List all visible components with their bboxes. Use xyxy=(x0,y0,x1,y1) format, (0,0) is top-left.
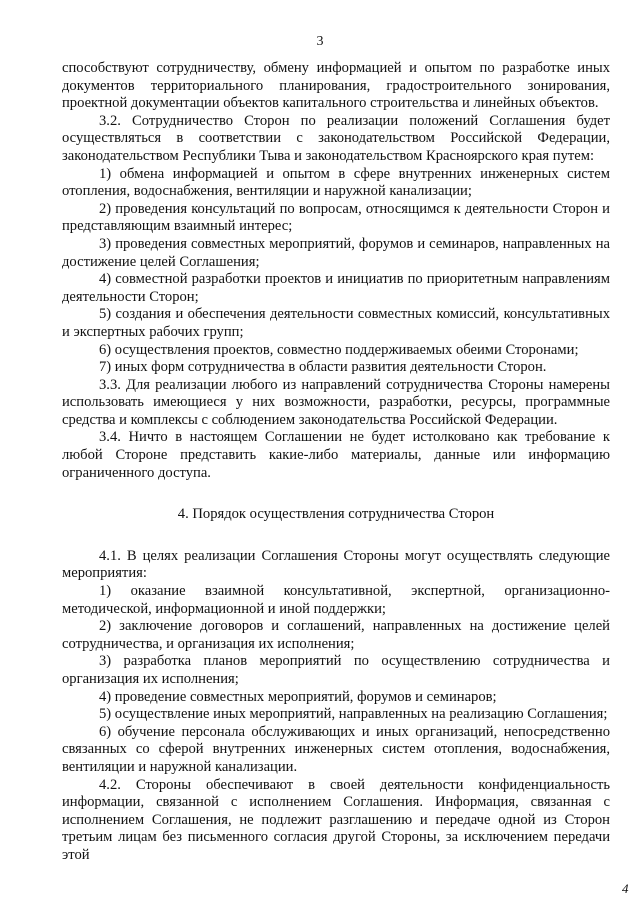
list-item: 4) проведение совместных мероприятий, форумов и семинаров; xyxy=(99,688,497,705)
intro-paragraph: способствуют сотрудничеству, обмену информацией и опытом по разработке иных документов территориального планирования, градостроительного зонирования, проектной документации объектов капитального строительства и линейных объектов. xyxy=(62,60,610,112)
list-item: 3) разработка планов мероприятий по осуществлению сотрудничества и организация их исполнения; xyxy=(62,653,610,687)
section-heading: 4. Порядок осуществления сотрудничества Сторон xyxy=(177,506,495,523)
paragraph-4-2: 4.2. Стороны обеспечивают в своей деятельности конфиденциальность информации, связанной с исполнением Соглашения. Информация, связанная с исполнением Соглашения, не подлежит разглашению и передаче одной из Сторон третьим лицам без письменного согласия другой Стороны, за исключением передачи этой xyxy=(62,776,610,863)
list-item: 5) создания и обеспечения деятельности совместных комиссий, консультативных и экспертных рабочих групп; xyxy=(62,306,610,340)
paragraph-3-4: 3.4. Ничто в настоящем Соглашении не будет истолковано как требование к любой Стороне представить какие-либо материалы, данные или информацию ограниченного доступа. xyxy=(62,429,610,481)
list-item: 6) обучение персонала обслуживающих и иных организаций, непосредственно связанных со сферой внутренних инженерных систем отопления, водоснабжения, вентиляции и наружной канализации. xyxy=(62,723,610,775)
list-item: 1) оказание взаимной консультативной, экспертной, организационно-методической, информационной и иной поддержки; xyxy=(62,583,610,617)
list-item: 2) проведения консультаций по вопросам, относящимся к деятельности Сторон и представляющим взаимный интерес; xyxy=(62,200,610,235)
list-item: 3) проведения совместных мероприятий, форумов и семинаров, направленных на достижение целей Соглашения; xyxy=(62,235,610,270)
paragraph-3-2: 3.2. Сотрудничество Сторон по реализации положений Соглашения будет осуществляться в соответствии с законодательством Российской Федерации, законодательством Республики Тыва и законодательством Красноярского края путем: xyxy=(62,112,610,164)
document-body xyxy=(62,60,610,865)
list-item: 1) обмена информацией и опытом в сфере внутренних инженерных систем отопления, водоснабжения, вентиляции и наружной канализации; xyxy=(62,165,610,200)
paragraph-4-1: 4.1. В целях реализации Соглашения Стороны могут осуществлять следующие мероприятия: xyxy=(62,547,610,582)
list-item: 7) иных форм сотрудничества в области развития деятельности Сторон. xyxy=(99,359,547,376)
paragraph-3-3: 3.3. Для реализации любого из направлений сотрудничества Стороны намерены использовать имеющиеся у них возможности, разработки, ресурсы, программные средства и комплексы с соблюдением законодательства Российской Федерации. xyxy=(62,376,610,428)
list-item: 4) совместной разработки проектов и инициатив по приоритетным направлениям деятельности Сторон; xyxy=(62,271,610,305)
list-item: 6) осуществления проектов, совместно поддерживаемых обеими Сторонами; xyxy=(99,341,579,358)
list-item: 2) заключение договоров и соглашений, направленных на достижение целей сотрудничества, и организация их исполнения; xyxy=(62,618,610,652)
corner-handwritten-mark: 4 xyxy=(622,881,629,896)
list-item: 5) осуществление иных мероприятий, направленных на реализацию Соглашения; xyxy=(99,706,608,723)
page-number: 3 xyxy=(316,34,324,49)
